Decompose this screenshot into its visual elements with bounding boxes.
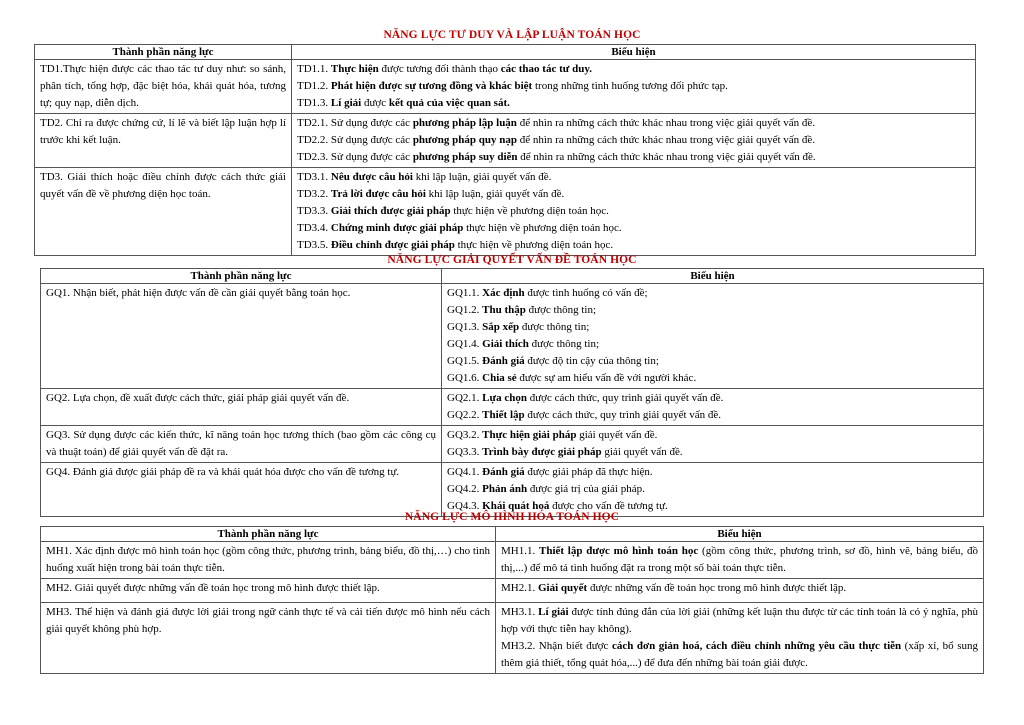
component-cell: GQ1. Nhận biết, phát hiện được vấn đề cần giải quyết bằng toán học. [41,284,442,389]
table-row [35,114,976,168]
expression-cell [496,579,984,603]
item-line: GQ2.2. Thiết lập được cách thức, quy trình giải quyết vấn đề. [447,409,722,421]
item-line: TD3.2. Trả lời được câu hỏi khi lập luận, giải quyết vấn đề. [297,188,565,200]
item-line: GQ4.2. Phản ánh được giá trị của giải pháp. [447,483,645,495]
component-cell: GQ4. Đánh giá được giải pháp đề ra và khái quát hóa được cho vấn đề tương tự. [41,463,442,517]
item-line: GQ1.2. Thu thập được thông tin; [447,304,597,316]
section2-table [40,268,984,517]
table-row [35,60,976,114]
section1-table [34,44,976,256]
item-line: TD1.3. Lí giải được kết quả của việc quan sát. [297,97,510,109]
item-line: TD2.1. Sử dụng được các phương pháp lập luận để nhìn ra những cách thức khác nhau trong việc giải quyết vấn đề. [297,117,816,129]
table-row [41,603,984,674]
item-line: GQ3.2. Thực hiện giải pháp giải quyết vấn đề. [447,429,658,441]
item-line: TD3.1. Nêu được câu hỏi khi lập luận, giải quyết vấn đề. [297,171,552,183]
item-line: TD3.4. Chứng minh được giải pháp thực hiện về phương diện toán học. [297,222,622,234]
section3-title: NĂNG LỰC MÔ HÌNH HÓA TOÁN HỌC [404,511,620,523]
item-line: GQ1.4. Giải thích được thông tin; [447,338,600,350]
item-line: GQ4.3. Khái quát hoá được cho vấn đề tương tự. [447,500,668,512]
component-cell: TD3. Giải thích hoặc điều chỉnh được cách thức giải quyết vấn đề về phương diện học toán. [35,168,292,256]
item-line: TD2.3. Sử dụng được các phương pháp suy diễn để nhìn ra những cách thức khác nhau trong việc giải quyết vấn đề. [297,151,816,163]
component-cell: GQ3. Sử dụng được các kiến thức, kĩ năng toán học tương thích (bao gồm các công cụ và thuật toán) để giải quyết vấn đề đặt ra. [41,426,442,463]
item-line: GQ3.3. Trình bày được giải pháp giải quyết vấn đề. [447,446,683,458]
section2-title: NĂNG LỰC GIẢI QUYẾT VẤN ĐỀ TOÁN HỌC [387,254,637,266]
item-line: GQ1.3. Sắp xếp được thông tin; [447,321,590,333]
expression-cell [496,542,984,579]
item-line: GQ4.1. Đánh giá được giải pháp đã thực hiện. [447,466,653,478]
component-cell: TD1.Thực hiện được các thao tác tư duy như: so sánh, phân tích, tổng hợp, đặc biệt hóa, khái quát hóa, tương tự; quy nạp, diễn dịch. [35,60,292,114]
expression-cell [442,426,984,463]
table-row [41,542,984,579]
header-expression: Biểu hiện [496,527,984,542]
section3-table [40,526,984,674]
table-row [41,284,984,389]
item-line: TD1.1. Thực hiện được tương đối thành thạo các thao tác tư duy. [297,63,592,75]
header-expression: Biểu hiện [292,45,976,60]
item-line: TD3.3. Giải thích được giải pháp thực hiện về phương diện toán học. [297,205,609,217]
item-line: GQ1.6. Chia sẻ được sự am hiểu vấn đề với người khác. [447,372,697,384]
table-row [41,426,984,463]
expression-cell [496,603,984,674]
table-header-row [41,269,984,284]
item-line: MH3.2. Nhận biết được cách đơn giản hoá, cách điều chỉnh những yêu cầu thực tiễn (xấp xỉ, bổ sung thêm giả thiết, tổng quát hóa,...) để đưa đến những bài toán giải được. [501,640,978,669]
item-line: MH3.1. Lí giải được tính đúng đắn của lời giải (những kết luận thu được từ các tính toán là có ý nghĩa, phù hợp với thực tiễn hay không). [501,606,978,635]
component-cell: TD2. Chỉ ra được chứng cứ, lí lẽ và biết lập luận hợp lí trước khi kết luận. [35,114,292,168]
header-component: Thành phần năng lực [41,269,442,284]
item-line: TD3.5. Điều chỉnh được giải pháp thực hiện về phương diện toán học. [297,239,614,251]
expression-cell [442,389,984,426]
table-row [41,389,984,426]
header-component: Thành phần năng lực [35,45,292,60]
header-component: Thành phần năng lực [41,527,496,542]
item-line: MH2.1. Giải quyết được những vấn đề toán học trong mô hình được thiết lập. [501,582,847,594]
item-line: TD1.2. Phát hiện được sự tương đồng và khác biệt trong những tình huống tương đối phức tạp. [297,80,728,92]
item-line: GQ2.1. Lựa chọn được cách thức, quy trình giải quyết vấn đề. [447,392,724,404]
table-row [41,463,984,517]
expression-cell [292,168,976,256]
component-cell: MH1. Xác định được mô hình toán học (gồm công thức, phương trình, bảng biểu, đồ thị,…) cho tình huống xuất hiện trong bài toán thực tiễn. [41,542,496,579]
expression-cell [442,284,984,389]
table-row [41,579,984,603]
expression-cell [442,463,984,517]
table-header-row [35,45,976,60]
section1-title: NĂNG LỰC TƯ DUY VÀ LẬP LUẬN TOÁN HỌC [383,29,641,41]
expression-cell [292,114,976,168]
component-cell: GQ2. Lựa chọn, đề xuất được cách thức, giải pháp giải quyết vấn đề. [41,389,442,426]
header-expression: Biểu hiện [442,269,984,284]
component-cell: MH3. Thể hiện và đánh giá được lời giải trong ngữ cảnh thực tế và cải tiến được mô hình nếu cách giải quyết không phù hợp. [41,603,496,674]
item-line: GQ1.5. Đánh giá được độ tin cậy của thông tin; [447,355,659,367]
expression-cell [292,60,976,114]
item-line: TD2.2. Sử dụng được các phương pháp quy nạp để nhìn ra những cách thức khác nhau trong việc giải quyết vấn đề. [297,134,816,146]
item-line: MH1.1. Thiết lập được mô hình toán học (gồm công thức, phương trình, sơ đồ, hình vẽ, bảng biểu, đồ thị,...) để mô tả tình huống đặt ra trong một số bài toán thực tiễn. [501,545,978,574]
item-line: GQ1.1. Xác định được tình huống có vấn đề; [447,287,648,299]
component-cell: MH2. Giải quyết được những vấn đề toán học trong mô hình được thiết lập. [41,579,496,603]
table-row [35,168,976,256]
table-header-row [41,527,984,542]
